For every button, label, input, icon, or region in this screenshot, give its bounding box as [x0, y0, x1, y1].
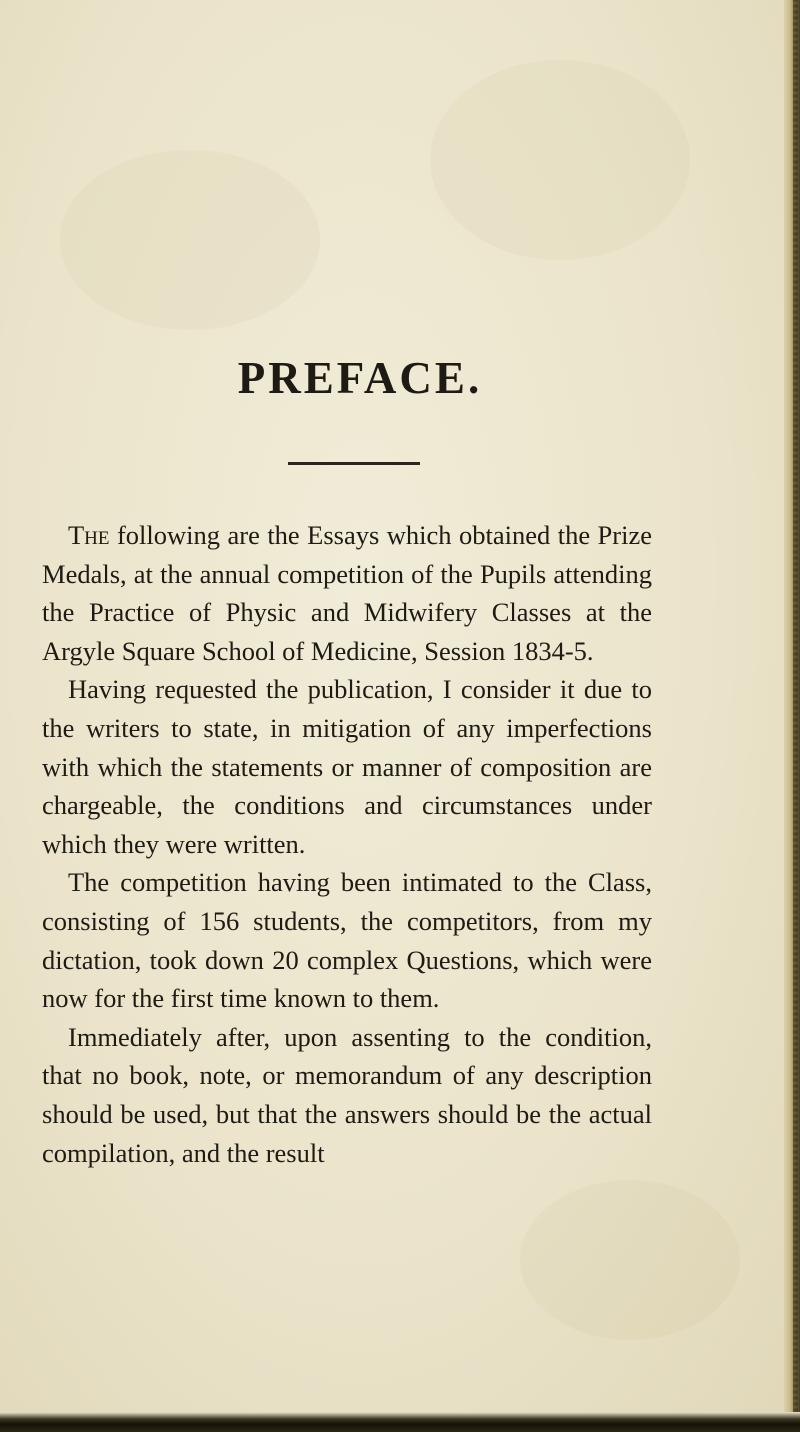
paper-stain	[430, 60, 690, 260]
paragraph-3	[42, 863, 652, 1017]
paragraph-text: following are the Essays which obtained the Prize Medals, at the annual competition of the Pupils attending the Practice of Physic and Midwifery Classes at the Argyle Square School of Medicine, Session 1834-5.	[42, 520, 652, 666]
paragraph-2	[42, 670, 652, 863]
paragraph-text: Having requested the publication, I consider it due to the writers to state, in mitigation of any imperfections with which the statements or manner of composition are chargeable, the conditions and circumstances under which they were written.	[42, 674, 652, 859]
paragraph-1	[42, 516, 652, 670]
paragraph-4	[42, 1018, 652, 1172]
paper-stain	[520, 1180, 740, 1340]
title-divider	[288, 462, 420, 465]
paragraph-lead-word: The	[68, 520, 110, 550]
paper-stain	[60, 150, 320, 330]
page-bottom-edge	[0, 1412, 800, 1432]
page-title: PREFACE.	[237, 353, 483, 403]
paragraph-text: The competition having been intimated to the Class, consisting of 156 students, the competitors, from my dictation, took down 20 complex Questions, which were now for the first time known to them.	[42, 867, 652, 1014]
book-spine-edge	[784, 0, 800, 1432]
paragraph-text: Immediately after, upon assenting to the condition, that no book, note, or memorandum of any description should be used, but that the answers should be the actual compilation, and the result	[42, 1021, 652, 1168]
preface-body	[42, 516, 652, 1172]
